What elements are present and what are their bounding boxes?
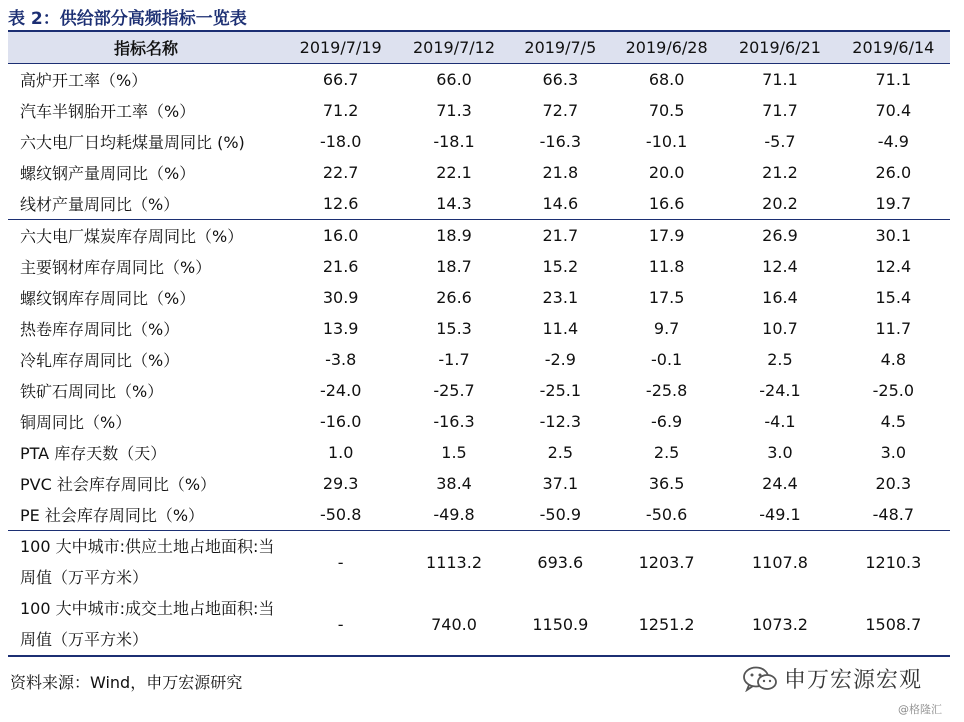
value-cell: 71.2 — [322, 101, 359, 120]
value-cell: -25.1 — [539, 381, 582, 400]
indicator-name-cell: 六大电厂日均耗煤量周同比 (%) — [20, 133, 245, 152]
value-cell: 20.0 — [648, 163, 685, 182]
indicator-name-cell: 100 大中城市:供应土地占地面积:当周值（万平方米） — [8, 531, 284, 594]
value-cell: 30.9 — [322, 288, 359, 307]
header-cell: 2019/7/12 — [397, 31, 510, 64]
value-cell: 18.9 — [397, 220, 510, 252]
value-cell: 14.6 — [542, 194, 579, 213]
value-cell: 15.2 — [542, 257, 579, 276]
value-cell: 26.9 — [723, 220, 836, 252]
value-cell: -50.8 — [319, 505, 362, 524]
value-cell: 30.1 — [837, 220, 950, 252]
value-cell: -49.1 — [759, 505, 801, 524]
value-cell: 21.7 — [511, 220, 610, 252]
indicator-name-cell: 铁矿石周同比（%） — [20, 382, 164, 401]
value-cell: 12.4 — [762, 257, 798, 276]
value-cell: 66.0 — [436, 70, 472, 89]
indicator-name-cell: 热卷库存周同比（%） — [20, 320, 180, 339]
value-cell: 12.4 — [875, 257, 912, 276]
value-cell: -5.7 — [764, 132, 796, 151]
value-cell: 26.0 — [875, 163, 912, 182]
value-cell: 15.4 — [875, 288, 912, 307]
value-cell: 11.7 — [875, 319, 912, 338]
value-cell: 71.1 — [762, 70, 798, 89]
value-cell: -10.1 — [645, 132, 688, 151]
table-row — [8, 593, 950, 656]
value-cell: 11.4 — [542, 319, 579, 338]
value-cell: 10.7 — [762, 319, 798, 338]
header-cell: 2019/6/14 — [837, 31, 950, 64]
value-cell: 13.9 — [322, 319, 359, 338]
value-cell: 1107.8 — [723, 531, 836, 594]
value-cell: 1.0 — [327, 443, 354, 462]
brand-name: 申万宏源宏观 — [784, 668, 923, 693]
value-cell: 2.5 — [767, 350, 793, 369]
value-cell: -25.7 — [433, 381, 475, 400]
value-cell: 22.7 — [322, 163, 359, 182]
value-cell: 740.0 — [397, 593, 510, 656]
value-cell: 11.8 — [648, 257, 685, 276]
indicator-name-cell: 线材产量周同比（%） — [20, 195, 180, 214]
value-cell: 37.1 — [542, 474, 579, 493]
value-cell: -50.6 — [645, 505, 688, 524]
indicator-name-cell: 螺纹钢产量周同比（%） — [20, 164, 196, 183]
header-cell: 2019/6/28 — [610, 31, 723, 64]
value-cell: -24.0 — [319, 381, 362, 400]
value-cell: 26.6 — [436, 288, 472, 307]
value-cell: -4.9 — [877, 132, 909, 151]
value-cell: - — [284, 531, 397, 594]
table-row — [8, 220, 950, 252]
value-cell: -1.7 — [438, 350, 470, 369]
value-cell: 21.6 — [322, 257, 359, 276]
value-cell: 22.1 — [436, 163, 472, 182]
value-cell: 66.3 — [542, 70, 579, 89]
indicator-table — [8, 30, 950, 657]
value-cell: -0.1 — [651, 350, 683, 369]
value-cell: -2.9 — [544, 350, 576, 369]
header-cell: 2019/7/19 — [284, 31, 397, 64]
header-cell: 2019/6/21 — [723, 31, 836, 64]
table-row — [8, 282, 950, 313]
value-cell: 14.3 — [436, 194, 472, 213]
value-cell: 20.2 — [762, 194, 798, 213]
table-row — [8, 468, 950, 499]
value-cell: 12.6 — [322, 194, 359, 213]
indicator-name-cell: 汽车半钢胎开工率（%） — [20, 102, 196, 121]
value-cell: 1073.2 — [723, 593, 836, 656]
wechat-icon — [742, 666, 778, 692]
value-cell: 3.0 — [880, 443, 907, 462]
table-header-row — [8, 31, 950, 64]
value-cell: 24.4 — [762, 474, 798, 493]
value-cell: 18.7 — [436, 257, 472, 276]
value-cell: -16.3 — [539, 132, 582, 151]
value-cell: 16.4 — [762, 288, 798, 307]
indicator-name-cell: 主要钢材库存周同比（%） — [20, 258, 212, 277]
value-cell: 693.6 — [511, 531, 610, 594]
value-cell: 1113.2 — [397, 531, 510, 594]
indicator-name-cell: 高炉开工率（%） — [20, 71, 148, 90]
value-cell: 23.1 — [542, 288, 579, 307]
value-cell: 19.7 — [875, 194, 912, 213]
value-cell: 71.1 — [875, 70, 912, 89]
value-cell: -12.3 — [539, 412, 582, 431]
table-row — [8, 251, 950, 282]
value-cell: 66.7 — [322, 70, 359, 89]
value-cell: -18.1 — [433, 132, 475, 151]
source-note: 资料来源：Wind，申万宏源研究 — [10, 673, 243, 692]
value-cell: 17.5 — [648, 288, 685, 307]
value-cell: -24.1 — [759, 381, 801, 400]
indicator-name-cell: 铜周同比（%） — [20, 413, 132, 432]
value-cell: 2.5 — [547, 443, 574, 462]
value-cell: 1203.7 — [610, 531, 723, 594]
value-cell: -16.3 — [433, 412, 475, 431]
value-cell: 1508.7 — [837, 593, 950, 656]
table-row — [8, 157, 950, 188]
value-cell: -48.7 — [872, 505, 915, 524]
value-cell: -16.0 — [319, 412, 362, 431]
table-row — [8, 437, 950, 468]
value-cell: -6.9 — [651, 412, 683, 431]
value-cell: 70.4 — [875, 101, 912, 120]
brand-logo — [742, 663, 922, 694]
table-row — [8, 499, 950, 531]
value-cell: 1150.9 — [511, 593, 610, 656]
value-cell: -3.8 — [325, 350, 357, 369]
value-cell: 16.0 — [284, 220, 397, 252]
table-row — [8, 95, 950, 126]
table-row — [8, 188, 950, 220]
indicator-name-cell: 100 大中城市:成交土地占地面积:当周值（万平方米） — [8, 593, 284, 656]
value-cell: 1.5 — [441, 443, 467, 462]
value-cell: 21.8 — [542, 163, 579, 182]
value-cell: 21.2 — [762, 163, 798, 182]
table-row — [8, 344, 950, 375]
value-cell: -50.9 — [539, 505, 582, 524]
value-cell: 36.5 — [648, 474, 685, 493]
value-cell: 2.5 — [653, 443, 680, 462]
table-row — [8, 126, 950, 157]
value-cell: 29.3 — [322, 474, 359, 493]
value-cell: 17.9 — [610, 220, 723, 252]
value-cell: -25.0 — [872, 381, 915, 400]
value-cell: 16.6 — [648, 194, 685, 213]
value-cell: 1251.2 — [610, 593, 723, 656]
indicator-name-cell: PVC 社会库存周同比（%） — [20, 475, 217, 494]
table-row — [8, 531, 950, 594]
value-cell: -25.8 — [645, 381, 688, 400]
table-row — [8, 375, 950, 406]
value-cell: 72.7 — [542, 101, 579, 120]
header-cell: 指标名称 — [8, 31, 284, 64]
value-cell: 38.4 — [436, 474, 472, 493]
value-cell: 3.0 — [767, 443, 793, 462]
value-cell: - — [284, 593, 397, 656]
table-row — [8, 313, 950, 344]
indicator-name-cell: 冷轧库存周同比（%） — [20, 351, 180, 370]
header-cell: 2019/7/5 — [511, 31, 610, 64]
value-cell: -18.0 — [319, 132, 362, 151]
indicator-name-cell: 六大电厂煤炭库存周同比（%） — [8, 220, 284, 252]
table-title: 表 2：供给部分高频指标一览表 — [8, 9, 247, 29]
value-cell: 71.3 — [436, 101, 472, 120]
value-cell: 9.7 — [653, 319, 680, 338]
value-cell: 4.8 — [880, 350, 907, 369]
value-cell: 20.3 — [875, 474, 912, 493]
indicator-name-cell: 螺纹钢库存周同比（%） — [20, 289, 196, 308]
indicator-name-cell: PE 社会库存周同比（%） — [20, 506, 205, 525]
value-cell: -49.8 — [433, 505, 475, 524]
watermark: @格隆汇 — [898, 703, 942, 716]
indicator-name-cell: PTA 库存天数（天） — [20, 444, 167, 463]
value-cell: -4.1 — [764, 412, 796, 431]
value-cell: 4.5 — [880, 412, 907, 431]
value-cell: 71.7 — [762, 101, 798, 120]
value-cell: 70.5 — [648, 101, 685, 120]
table-row — [8, 64, 950, 96]
value-cell: 1210.3 — [837, 531, 950, 594]
value-cell: 15.3 — [436, 319, 472, 338]
value-cell: 68.0 — [648, 70, 685, 89]
table-row — [8, 406, 950, 437]
